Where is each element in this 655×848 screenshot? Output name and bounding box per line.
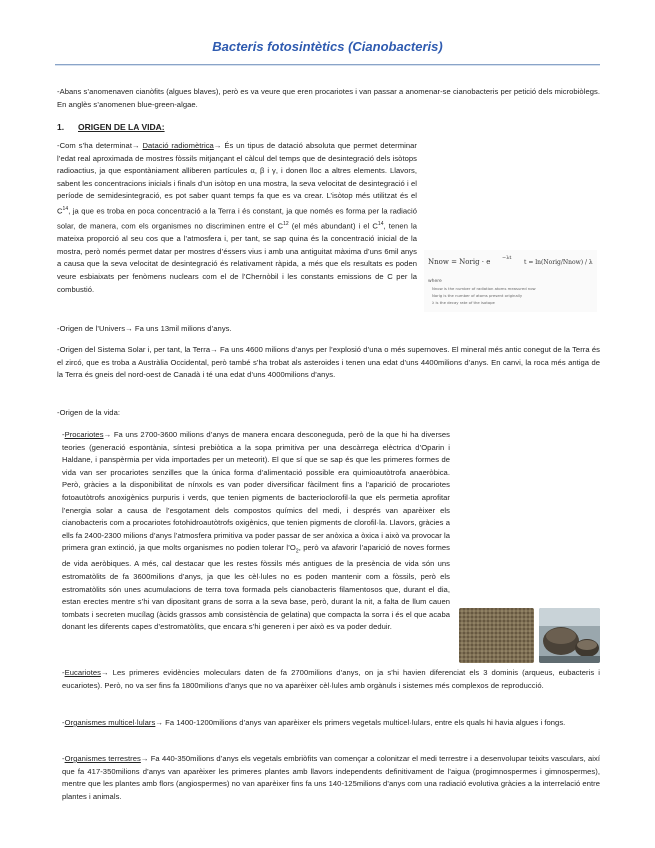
- eukaryotes-paragraph: [62, 667, 600, 692]
- dating-lead: -Com s’ha determinat→: [57, 141, 143, 150]
- formula-exp: −λt: [502, 255, 512, 261]
- dating-text-d: , tenen la mateixa proporció al seu cos que a l’atmosfera i, per tant, se sap quina és la concentració inicial de la mostra, però només permet datar per mostres d’éssers vius i amb una antiguitat màxima d’uns 6mil anys a causa que la seva velocitat de desintegració és relativament ràpida, a més que els resultats es poden veure esbiaixats per fenòmens nuclears com el de l’Chernòbil i les constants emissions de C per la combustió.: [57, 221, 418, 294]
- terrestrial-text: → Fa 440-350milions d’anys els vegetals embriòfits van començar a colonitzar el medi terrestre i a desenvolupar teixits vasculars, així que fa 417-350milions d’anys van aparèixer les primeres plantes amb llavors independents definitivament de l’aigua (progimnospermes i gimnospermes), mentre que les plantes amb flors (angiospermes) no van aparèixer fins fa uns 140-125milions d’anys com una radiació evolutiva gràcies a la interrelació entre plantes i animals.: [62, 754, 601, 801]
- formula-note-1: Nnow is the number of radiation atoms measured now: [432, 286, 536, 291]
- prokaryotes-prefix: -: [62, 430, 65, 439]
- prokaryotes-text-b: , però va afavorir l’aparició de noves formes de vida aeròbiques. A més, cal destacar que les restes fòssils més antigues de la presència de vida són uns estromatòlits de fa 3600milions d’anys, ja que les cèl·lules no es poden mantenir com a fòssils, però els estromatòlits són unes acumulacions de terra tova formada pels cianobacteris filamentosos que, durant el dia, estan erectes mentre s’hi van dipositant grans de sorra a la seva base, però, durant la nit, a falta de llum cauen tombats i secreten mucílag (àcids grassos amb consistència de gelatina) que compacta la sorra i és el que acaba donant les diferents capes d’estromatòlits, que encara s’hi generen i per això es va poder deduir.: [62, 543, 450, 632]
- terrestrial-prefix: -: [62, 754, 65, 763]
- decay-formula-figure: [424, 250, 597, 312]
- multicellular-prefix: -: [62, 718, 65, 727]
- life-heading: -Origen de la vida:: [57, 408, 120, 417]
- page-title: Bacteris fotosintètics (Cianobacteris): [212, 39, 443, 54]
- section-title: ORIGEN DE LA VIDA:: [78, 122, 165, 132]
- formula-note-3: λ is the decay rate of the isotope: [432, 300, 495, 305]
- dating-term: Datació radiomètrica: [142, 141, 214, 150]
- o2-subscript: 2: [295, 548, 299, 555]
- stromatolite-photo-1: [459, 608, 534, 663]
- terrestrial-term: Organismes terrestres: [64, 754, 141, 763]
- formula-where: where: [428, 279, 442, 284]
- dating-text-c: (el més abundant) i el C: [288, 221, 378, 231]
- solar-paragraph: -Origen del Sistema Solar i, per tant, la Terra→ Fa uns 4600 milions d’anys per l’explosió d’una o més supernoves. El mineral més antic conegut de la Terra és el zircó, que es troba a Austràlia Occidental, però també s’ha trobat als asteroides i tenen una edat d’uns 4400milions d’anys. En canvi, la roca més antiga de la Terra és gneis del nord-oest de Canadà i té una edat d’uns 4000milions d’anys.: [57, 345, 600, 380]
- dating-text-b: , ja que es troba en poca concentració a la Terra i és constant, ja que només es forma per la radiació solar, de manera, com els organismes no discriminen entre el C: [57, 206, 417, 231]
- section-heading: [57, 122, 165, 132]
- multicellular-text: → Fa 1400-1200milions d’anys van aparèixer els primers vegetals multicel·lulars, entre els quals hi havia algues i fongs.: [155, 718, 566, 727]
- formula-rhs: t = ln(Norig/Nnow) / λ: [524, 259, 593, 266]
- sup-14b: 14: [377, 221, 384, 228]
- multicellular-paragraph: [62, 717, 600, 730]
- title-box: [55, 26, 600, 65]
- eukaryotes-text: → Les primeres evidències moleculars daten de fa 2700milions d’anys, on ja s’hi havien diferenciat els 3 dominis (arqueus, eubacteris i eucariotes). Però, no va ser fins fa 1800milions d’anys que no va aparèixer cèl·lules amb orgànuls i sistemes més complexos de reproducció.: [62, 668, 600, 690]
- formula-lhs: Nnow = Norig · e: [428, 258, 491, 266]
- prokaryotes-term: Procariotes: [64, 430, 104, 439]
- formula-note-2: Norig is the number of atoms present originally: [432, 293, 523, 298]
- multicellular-term: Organismes multicel·lulars: [64, 718, 156, 727]
- intro-paragraph: -Abans s’anomenaven cianòfits (algues blaves), però es va veure que eren procariotes i van passar a anomenar-se cianobacteris per petició dels microbiòlegs. En anglès s’anomenen blue-green-algae.: [57, 87, 600, 109]
- sup-12: 12: [283, 221, 289, 228]
- eukaryotes-term: Eucariotes: [64, 668, 101, 677]
- section-number: 1.: [57, 122, 65, 132]
- dating-text-a: → És un tipus de datació absoluta que permet determinar l’edat real aproximada de mostres fòssils mitjançant el càlcul del temps que de desintegració dels isòtops radioactius, ja que espontàniament alliberen partícules α, β i γ, i donen lloc a altres elements. Llavors, sabent les concentracions inicials i finals d’un isòtop en una mostra, la seva velocitat de desintegració i el període de semidesintegració, es pot saber quant temps fa que es va crear. L’isòtop més utilitzat és el C: [57, 141, 417, 216]
- terrestrial-paragraph: [62, 753, 600, 803]
- universe-line: -Origen de l’Univers→ Fa uns 13mil milions d’anys.: [57, 324, 232, 333]
- eukaryotes-prefix: -: [62, 668, 65, 677]
- sup-14a: 14: [62, 205, 69, 212]
- prokaryotes-text: → Fa uns 2700-3600 milions d’anys de manera encara desconeguda, però de la que hi ha diverses teories (generació espontània, síntesi prebiòtica a la sopa primitiva per una descàrrega elèctrica d’Oparin i Haldane, i panspèrmia per vida importades per un meteorit). El que sí que se sap és que les primeres formes de vida van ser procariotes senzilles que la única forma d’alimentació possible era quimioautòtrofa anaeròbica. Però, gràcies a la disponibilitat de nínxols es van poder diversificar fàcilment fins a l’aparició de procariotes fotoautòtrofs anoxigènics purpuris i verds, que tenien pigments de bacterioclorofil·la que els permetia aprofitar l’energia solar a causa de l’esgotament dels compostos químics del medi, i després van aparèixer els cianobacteris com a procariotes fotohidroautòtrofs oxigènics, que tenien pigments de clorofil·la. Llavors, gràcies a ells fa 2400-2300 milions d’anys l’atmosfera primitiva va poder passar de ser anòxica a òxica i això va provocar la primera gran extinció, ja que molts organismes no podien tolerar l’O: [62, 430, 450, 553]
- stromatolite-photo-2: [539, 608, 600, 663]
